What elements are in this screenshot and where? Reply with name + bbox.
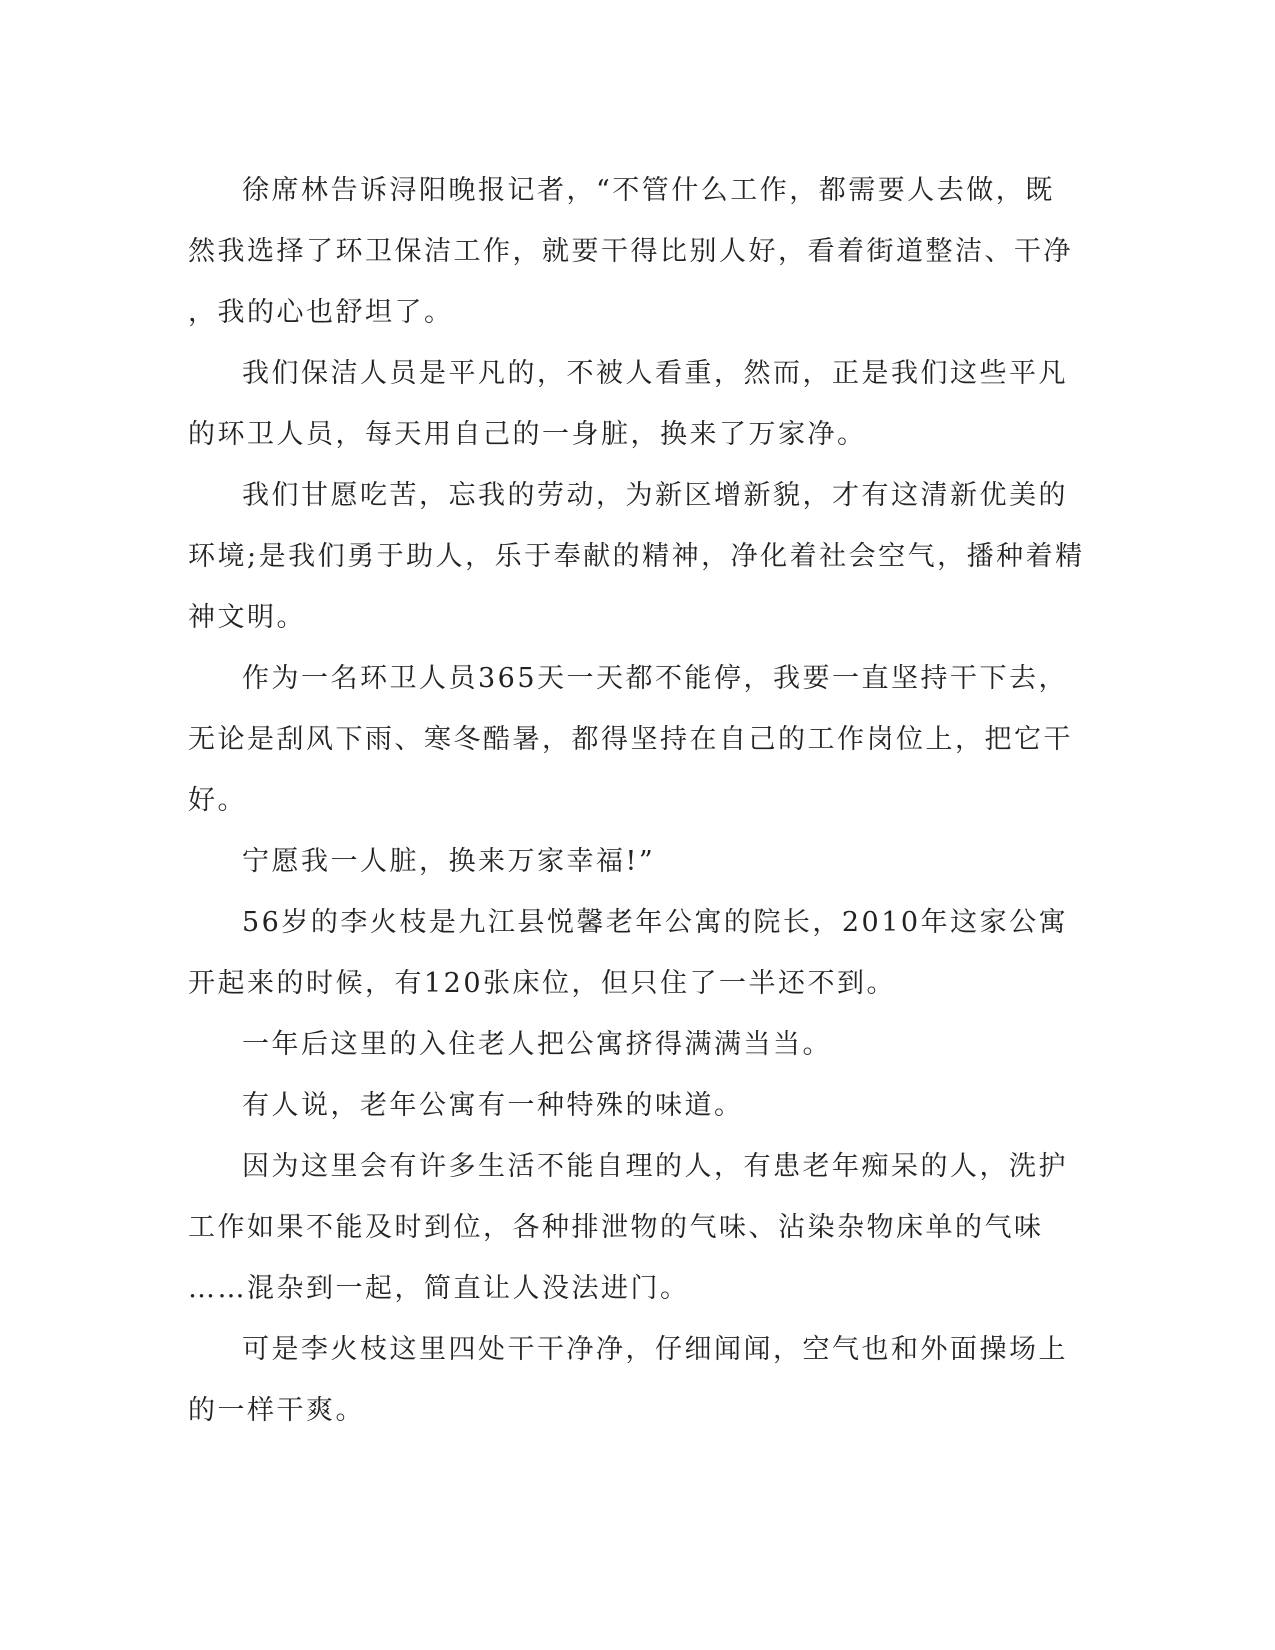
text-line: 徐席林告诉浔阳晚报记者，“不管什么工作，都需要人去做，既	[242, 175, 1055, 206]
text-line: 工作如果不能及时到位，各种排泄物的气味、沾染杂物床单的气味	[188, 1212, 1044, 1243]
paragraph	[188, 1136, 1068, 1319]
text-line: 可是李火枝这里四处干干净净，仔细闻闻，空气也和外面操场上	[242, 1334, 1068, 1365]
text-line: 然我选择了环卫保洁工作，就要干得比别人好，看着街道整洁、干净	[188, 236, 1073, 267]
paragraph	[188, 892, 1068, 1014]
text-line: 有人说，老年公寓有一种特殊的味道。	[242, 1090, 744, 1121]
document-body	[188, 160, 1085, 1441]
paragraph	[188, 160, 1073, 343]
text-line: 开起来的时候，有120张床位，但只住了一半还不到。	[188, 968, 897, 999]
paragraph	[188, 343, 1068, 465]
text-line: 的环卫人员，每天用自己的一身脏，换来了万家净。	[188, 419, 867, 450]
text-line: ，我的心也舒坦了。	[188, 297, 454, 328]
paragraph	[188, 1075, 1068, 1136]
text-line: 的一样干爽。	[188, 1395, 365, 1426]
text-line: 作为一名环卫人员365天一天都不能停，我要一直坚持干下去，	[242, 663, 1069, 694]
text-line: 无论是刮风下雨、寒冬酷暑，都得坚持在自己的工作岗位上，把它干	[188, 724, 1073, 755]
text-line: 56岁的李火枝是九江县悦馨老年公寓的院长，2010年这家公寓	[242, 907, 1069, 938]
text-line: 我们甘愿吃苦，忘我的劳动，为新区增新貌，才有这清新优美的	[242, 480, 1068, 511]
text-line: 一年后这里的入住老人把公寓挤得满满当当。	[242, 1029, 832, 1060]
text-line: 宁愿我一人脏，换来万家幸福!”	[242, 846, 656, 877]
paragraph	[188, 1014, 1068, 1075]
paragraph	[188, 465, 1085, 648]
text-line: 环境;是我们勇于助人，乐于奉献的精神，净化着社会空气，播种着精	[188, 541, 1085, 572]
paragraph	[188, 1319, 1068, 1441]
text-line: 好。	[188, 785, 247, 816]
text-line: ……混杂到一起，简直让人没法进门。	[188, 1273, 690, 1304]
text-line: 因为这里会有许多生活不能自理的人，有患老年痴呆的人，洗护	[242, 1151, 1068, 1182]
paragraph	[188, 648, 1073, 831]
text-line: 神文明。	[188, 602, 306, 633]
text-line: 我们保洁人员是平凡的，不被人看重，然而，正是我们这些平凡	[242, 358, 1068, 389]
paragraph	[188, 831, 1068, 892]
